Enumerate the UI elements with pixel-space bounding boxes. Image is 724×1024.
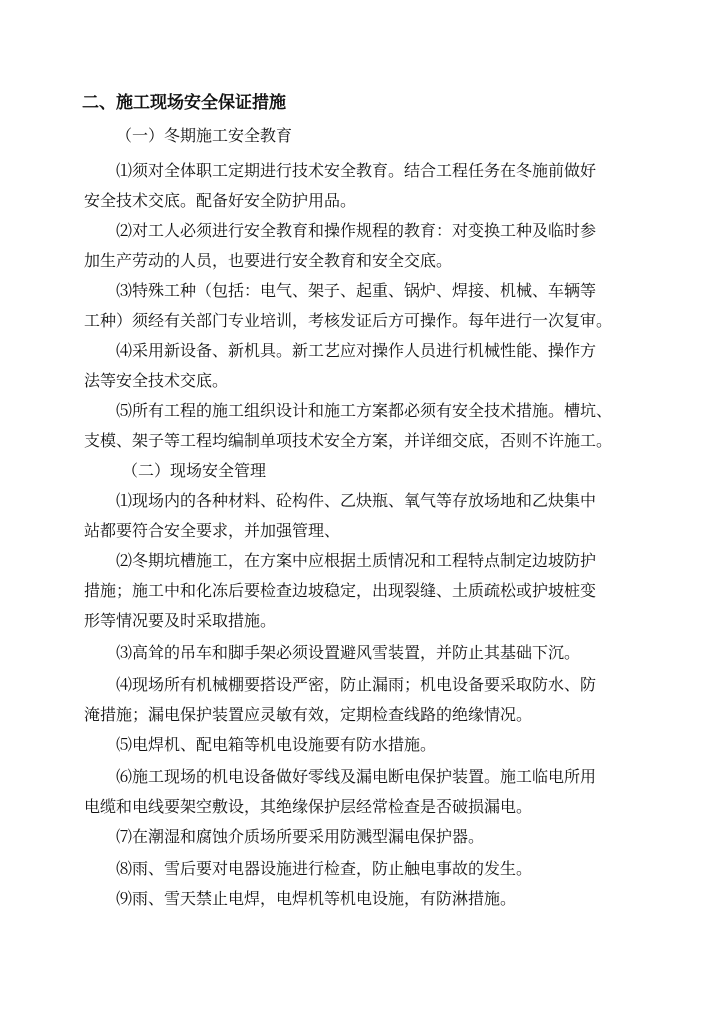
paragraph-line: 形等情况要及时采取措施。 <box>84 611 277 630</box>
paragraph-line: ⑼雨、雪天禁止电焊，电焊机等机电设施，有防淋措施。 <box>116 889 517 908</box>
paragraph-line: ⑹施工现场的机电设备做好零线及漏电断电保护装置。施工临电所用 <box>116 767 597 786</box>
paragraph-line: ⑴现场内的各种材料、砼构件、乙炔瓶、氧气等存放场地和乙炔集中 <box>116 491 597 510</box>
paragraph-line: 电缆和电线要架空敷设，其绝缘保护层经常检查是否破损漏电。 <box>84 797 533 816</box>
paragraph-line: 法等安全技术交底。 <box>84 371 229 390</box>
paragraph-line: 措施；施工中和化冻后要检查边坡稳定，出现裂缝、土质疏松或护坡桩变 <box>84 581 597 600</box>
paragraph-line: 站都要符合安全要求，并加强管理、 <box>84 521 341 540</box>
paragraph-line: ⑷采用新设备、新机具。新工艺应对操作人员进行机械性能、操作方 <box>116 341 597 360</box>
paragraph-line: ⑵对工人必须进行安全教育和操作规程的教育：对变换工种及临时参 <box>116 221 597 240</box>
paragraph-line: ⑺在潮湿和腐蚀介质场所要采用防溅型漏电保护器。 <box>116 827 485 846</box>
subsection-title-site-safety: （二）现场安全管理 <box>122 461 267 480</box>
paragraph-line: 工种）须经有关部门专业培训，考核发证后方可操作。每年进行一次复审。 <box>84 311 613 330</box>
paragraph-line: ⑷现场所有机械棚要搭设严密，防止漏雨；机电设备要采取防水、防 <box>116 675 597 694</box>
paragraph-line: 加生产劳动的人员，也要进行安全教育和安全交底。 <box>84 251 453 270</box>
paragraph-line: ⑸电焊机、配电箱等机电设施要有防水措施。 <box>116 735 437 754</box>
paragraph-line: ⑸所有工程的施工组织设计和施工方案都必须有安全技术措施。槽坑、 <box>116 401 613 420</box>
paragraph-line: ⑵冬期坑槽施工，在方案中应根据土质情况和工程特点制定边坡防护 <box>116 551 597 570</box>
paragraph-line: ⑶高耸的吊车和脚手架必须设置避风雪装置，并防止其基础下沉。 <box>116 643 581 662</box>
paragraph-line: 支模、架子等工程均编制单项技术安全方案，并详细交底，否则不许施工。 <box>84 431 613 450</box>
paragraph-line: ⑶特殊工种（包括：电气、架子、起重、锅炉、焊接、机械、车辆等 <box>116 281 597 300</box>
paragraph-line: ⑴须对全体职工定期进行技术安全教育。结合工程任务在冬施前做好 <box>116 161 597 180</box>
paragraph-line: 淹措施；漏电保护装置应灵敏有效，定期检查线路的绝缘情况。 <box>84 705 533 724</box>
subsection-title-winter-education: （一）冬期施工安全教育 <box>116 126 293 145</box>
paragraph-line: 安全技术交底。配备好安全防护用品。 <box>84 191 357 210</box>
paragraph-line: ⑻雨、雪后要对电器设施进行检查，防止触电事故的发生。 <box>116 859 533 878</box>
section-heading: 二、施工现场安全保证措施 <box>82 93 286 113</box>
